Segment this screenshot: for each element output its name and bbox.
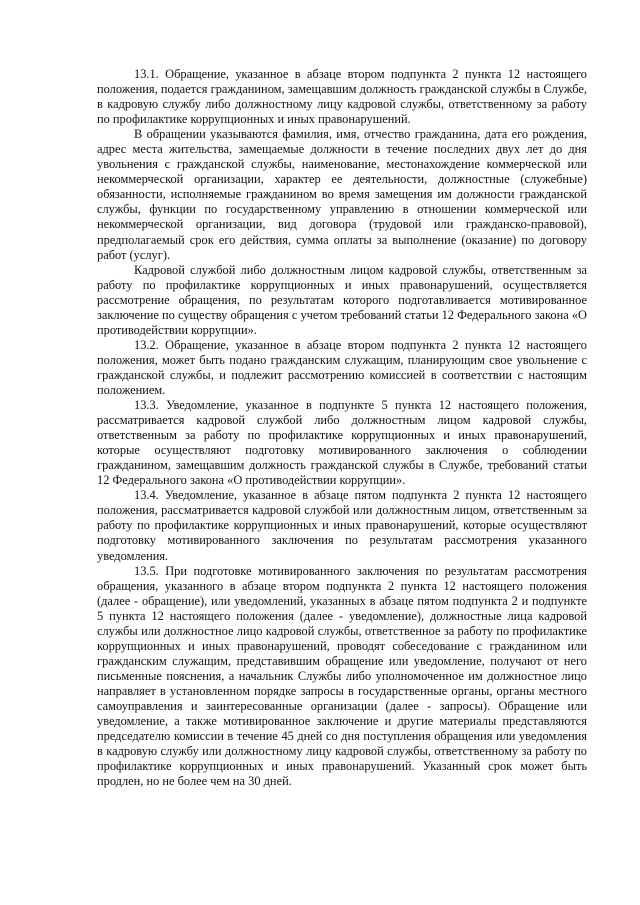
- document-page: [97, 67, 587, 789]
- paragraph-13-1: 13.1. Обращение, указанное в абзаце втором подпункта 2 пункта 12 настоящего положения, подается гражданином, замещавшим должность гражданской службы в Службе, в кадровую службу либо должностному лицу кадровой службы, ответственному за работу по профилактике коррупционных и иных правонарушений.: [97, 67, 587, 127]
- paragraph-13-3: 13.3. Уведомление, указанное в подпункте 5 пункта 12 настоящего положения, рассматривается кадровой службой либо должностным лицом кадровой службы, ответственным за работу по профилактике коррупционных и иных правонарушений, которые осуществляют подготовку мотивированного заключения о соблюдении гражданином, замещавшим должность гражданской службы в Службе, требований статьи 12 Федерального закона «О противодействии коррупции».: [97, 398, 587, 488]
- paragraph-13-1-review: Кадровой службой либо должностным лицом кадровой службы, ответственным за работу по профилактике коррупционных и иных правонарушений, осуществляется рассмотрение обращения, по результатам которого подготавливается мотивированное заключение по существу обращения с учетом требований статьи 12 Федерального закона «О противодействии коррупции».: [97, 262, 587, 337]
- paragraph-13-5: 13.5. При подготовке мотивированного заключения по результатам рассмотрения обращения, указанного в абзаце втором подпункта 2 пункта 12 настоящего положения (далее - обращение), или уведомлений, указанных в абзаце пятом подпункта 2 и подпункте 5 пункта 12 настоящего положения (далее - уведомление), должностные лица кадровой службы или должностное лицо кадровой службы, ответственное за работу по профилактике коррупционных и иных правонарушений, проводят собеседование с гражданином или гражданским служащим, представившим обращение или уведомление, получают от него письменные пояснения, а начальник Службы либо уполномоченное им должностное лицо направляет в установленном порядке запросы в государственные органы, органы местного самоуправления и заинтересованные организации (далее - запросы). Обращение или уведомление, а также мотивированное заключение и другие материалы представляются председателю комиссии в течение 45 дней со дня поступления обращения или уведомления в кадровую службу или должностному лицу кадровой службы, ответственному за работу по профилактике коррупционных и иных правонарушений. Указанный срок может быть продлен, но не более чем на 30 дней.: [97, 563, 587, 789]
- paragraph-13-2: 13.2. Обращение, указанное в абзаце втором подпункта 2 пункта 12 настоящего положения, может быть подано гражданским служащим, планирующим свое увольнение с гражданской службы, и подлежит рассмотрению комиссией в соответствии с настоящим положением.: [97, 337, 587, 397]
- paragraph-13-4: 13.4. Уведомление, указанное в абзаце пятом подпункта 2 пункта 12 настоящего положения, рассматривается кадровой службой или должностным лицом, ответственным за работу по профилактике коррупционных и иных правонарушений, которые осуществляют подготовку мотивированного заключения по результатам рассмотрения указанного уведомления.: [97, 488, 587, 563]
- paragraph-13-1-contents: В обращении указываются фамилия, имя, отчество гражданина, дата его рождения, адрес места жительства, замещаемые должности в течение последних двух лет до дня увольнения с гражданской службы, наименование, местонахождение коммерческой или некоммерческой организации, характер ее деятельности, должностные (служебные) обязанности, исполняемые гражданином во время замещения им должности гражданской службы, функции по государственному управлению в отношении коммерческой или некоммерческой организации, вид договора (трудовой или гражданско-правовой), предполагаемый срок его действия, сумма оплаты за выполнение (оказание) по договору работ (услуг).: [97, 127, 587, 262]
